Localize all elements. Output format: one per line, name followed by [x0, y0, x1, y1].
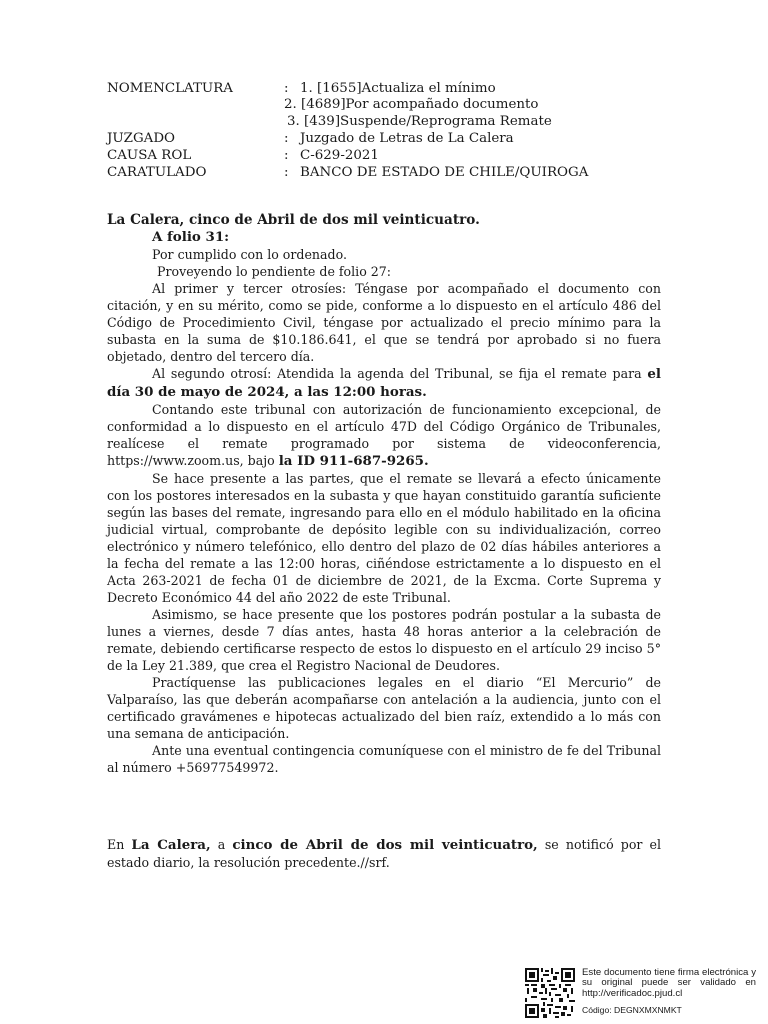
notification-text: En — [107, 837, 132, 852]
zoom-id: la ID 911-687-9265. — [278, 453, 429, 469]
folio-heading: A folio 31: — [152, 229, 230, 245]
videoconferencia-text: Contando este tribunal con autorización de funcionamiento excepcional, de conformidad a lo dispuesto en el artículo 47D del Código Orgánico de Tribunales, realícese el remate programado por sistema de videoconferencia, https://www.zoom.us, bajo — [107, 402, 661, 468]
paragraph-primer-tercer-otrosi: Al primer y tercer otrosíes: Téngase por acompañado el documento con citación, y en su mérito, como se pide, conforme a lo dispuesto en el artículo 486 del Código de Procedimiento Civil, téngase por actualizado el precio mínimo para la subasta en la suma de $10.186.641, el que se tendrá por aprobado si no fuera objetado, dentro del tercero día. — [107, 281, 661, 364]
caratulado-value: BANCO DE ESTADO DE CHILE/QUIROGA — [300, 165, 589, 180]
paragraph-cumplido: Por cumplido con lo ordenado. — [152, 247, 347, 262]
notification-paragraph — [107, 836, 661, 871]
colon: : — [284, 148, 289, 163]
nomenclatura-item-2: 2. [4689]Por acompañado documento — [284, 97, 539, 112]
causa-label: CAUSA ROL — [107, 148, 192, 163]
remate-text: Al segundo otrosí: Atendida la agenda del Tribunal, se fija el remate para — [152, 366, 648, 381]
qr-code-icon — [525, 968, 575, 1018]
juzgado-label: JUZGADO — [107, 131, 176, 146]
notification-date: cinco de Abril de dos mil veinticuatro, — [232, 837, 538, 853]
juzgado-value: Juzgado de Letras de La Calera — [300, 131, 514, 146]
remate-date: el día 30 de mayo de 2024, a las 12:00 horas. — [107, 366, 661, 400]
nomenclatura-label: NOMENCLATURA — [107, 81, 233, 96]
resolution-date: La Calera, cinco de Abril de dos mil veinticuatro. — [107, 212, 480, 228]
paragraph-videoconferencia — [107, 401, 661, 470]
caratulado-label: CARATULADO — [107, 165, 207, 180]
resolution-body — [107, 212, 661, 776]
paragraph-proveyendo: Proveyendo lo pendiente de folio 27: — [157, 264, 392, 279]
paragraph-postores: Se hace presente a las partes, que el remate se llevará a efecto únicamente con los postores interesados en la subasta y que hayan constituido garantía suficiente según las bases del remate, ingresando para ello en el módulo habilitado en la oficina judicial virtual, comprobante de depósito legible con su individualización, correo electrónico y número telefónico, ello dentro del plazo de 02 días hábiles anteriores a la fecha del remate a las 12:00 horas, ciñéndose estrictamente a lo dispuesto en el Acta 263-2021 de fecha 01 de diciembre de 2021, de la Excma. Corte Suprema y Decreto Económico 44 del año 2022 de este Tribunal. — [107, 471, 661, 605]
colon: : — [284, 165, 289, 180]
causa-value: C-629-2021 — [300, 148, 379, 163]
electronic-signature-stamp — [582, 968, 756, 1016]
colon: : — [284, 131, 289, 146]
notification-text: se notificó por el estado diario, la resolución precedente.//srf. — [107, 837, 662, 870]
colon: : — [284, 81, 289, 96]
paragraph-contingencia: Ante una eventual contingencia comuníquese con el ministro de fe del Tribunal al número +56977549972. — [107, 743, 661, 775]
nomenclatura-item-3: 3. [439]Suspende/Reprograma Remate — [287, 114, 552, 129]
notification-text: a — [210, 837, 233, 852]
paragraph-publicaciones: Practíquense las publicaciones legales en el diario “El Mercurio” de Valparaíso, las que deberán acompañarse con antelación a la audiencia, junto con el certificado gravámenes e hipotecas actualizado del bien raíz, extendido a lo más con una semana de anticipación. — [107, 675, 661, 741]
signature-text: Este documento tiene firma electrónica y su original puede ser validado en http://verificadoc.pjud.cl — [582, 967, 756, 999]
nomenclatura-item-1: 1. [1655]Actualiza el mínimo — [300, 81, 496, 96]
paragraph-segundo-otrosi — [107, 365, 661, 401]
paragraph-asimismo: Asimismo, se hace presente que los postores podrán postular a la subasta de lunes a viernes, desde 7 días antes, hasta 48 horas anterior a la celebración de remate, debiendo certificarse respecto de estos lo dispuesto en el artículo 29 inciso 5° de la Ley 21.389, que crea el Registro Nacional de Deudores. — [107, 607, 661, 673]
notification-place: La Calera, — [131, 837, 211, 853]
verification-code: Código: DEGNXMXNMKT — [582, 1005, 682, 1016]
